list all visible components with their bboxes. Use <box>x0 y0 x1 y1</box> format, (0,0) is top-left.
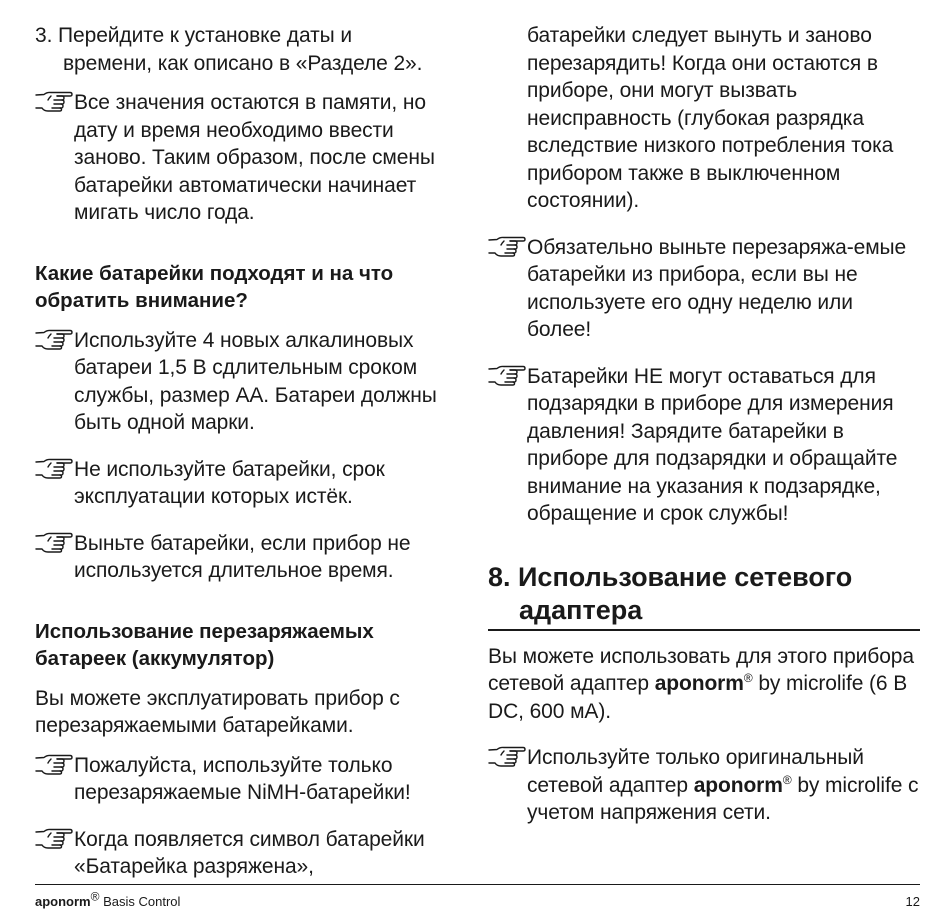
right-column <box>488 22 920 827</box>
pointing-hand-icon <box>35 530 73 554</box>
page-footer <box>35 884 920 909</box>
hint-low-battery: Когда появляется символ батарейки «Батарейка разряжена», <box>35 826 465 881</box>
hint-expired: Не используйте батарейки, срок эксплуатации которых истёк. <box>35 456 465 511</box>
hint-memory: Все значения остаются в памяти, но дату и время необходимо ввести заново. Таким образом, после смены батарейки автоматически начинает мигать число года. <box>35 89 465 227</box>
page-number: 12 <box>905 894 920 909</box>
pointing-hand-icon <box>488 234 526 258</box>
pointing-hand-icon <box>35 752 73 776</box>
hint-original-adapter: Используйте только оригинальный сетевой адаптер aponorm® by microlife с учетом напряжения сети. <box>488 744 920 827</box>
pointing-hand-icon <box>488 363 526 387</box>
hint-nimh: Пожалуйста, используйте только перезаряжаемые NiMH-батарейки! <box>35 752 465 807</box>
pointing-hand-icon <box>35 327 73 351</box>
heading-rechargeable: Использование перезаряжаемых батареек (аккумулятор) <box>35 619 374 670</box>
hint-alkaline: Используйте 4 новых алкалиновых батареи 1,5 В сдлительным сроком службы, размер АА. Батареи должны быть одной марки. <box>35 327 465 437</box>
pointing-hand-icon <box>488 744 526 768</box>
heading-battery-choice: Какие батарейки подходят и на что обратить внимание? <box>35 261 394 312</box>
step-3: 3. Перейдите к установке даты и времени, как описано в «Разделе 2». <box>35 24 423 75</box>
hint-remove-weekly: Обязательно выньте перезаряжа-емые батарейки из прибора, если вы не используете его одну неделю или более! <box>488 234 920 344</box>
footer-brand: aponorm® Basis Control <box>35 889 181 909</box>
hint-remove: Выньте батарейки, если прибор не используется длительное время. <box>35 530 465 585</box>
pointing-hand-icon <box>35 456 73 480</box>
section-8-header <box>488 561 920 631</box>
brand-name: aponorm <box>654 672 744 695</box>
brand-name: aponorm <box>693 773 783 797</box>
para-rechargeable: Вы можете эксплуатировать прибор с перезаряжаемыми батарейками. <box>35 686 400 737</box>
pointing-hand-icon <box>35 89 73 113</box>
hint-no-charging: Батарейки НЕ могут оставаться для подзарядки в приборе для измерения давления! Зарядите батарейки в приборе для подзарядки и обращайте внимание на указания к подзарядке, обращение и срок службы! <box>488 363 920 528</box>
left-column <box>35 22 465 881</box>
para-adapter: Вы можете использовать для этого прибора сетевой адаптер aponorm® by microlife (6 В DC, 600 мА). <box>488 644 914 723</box>
section-title: 8. Использование сетевого адаптера <box>488 561 853 625</box>
pointing-hand-icon <box>35 826 73 850</box>
hint-low-battery-continued: батарейки следует вынуть и заново перезарядить! Когда они остаются в приборе, они могут вызвать неисправность (глубокая разрядка вследствие низкого потребления тока прибором также в выключенном состоянии). <box>527 24 894 212</box>
